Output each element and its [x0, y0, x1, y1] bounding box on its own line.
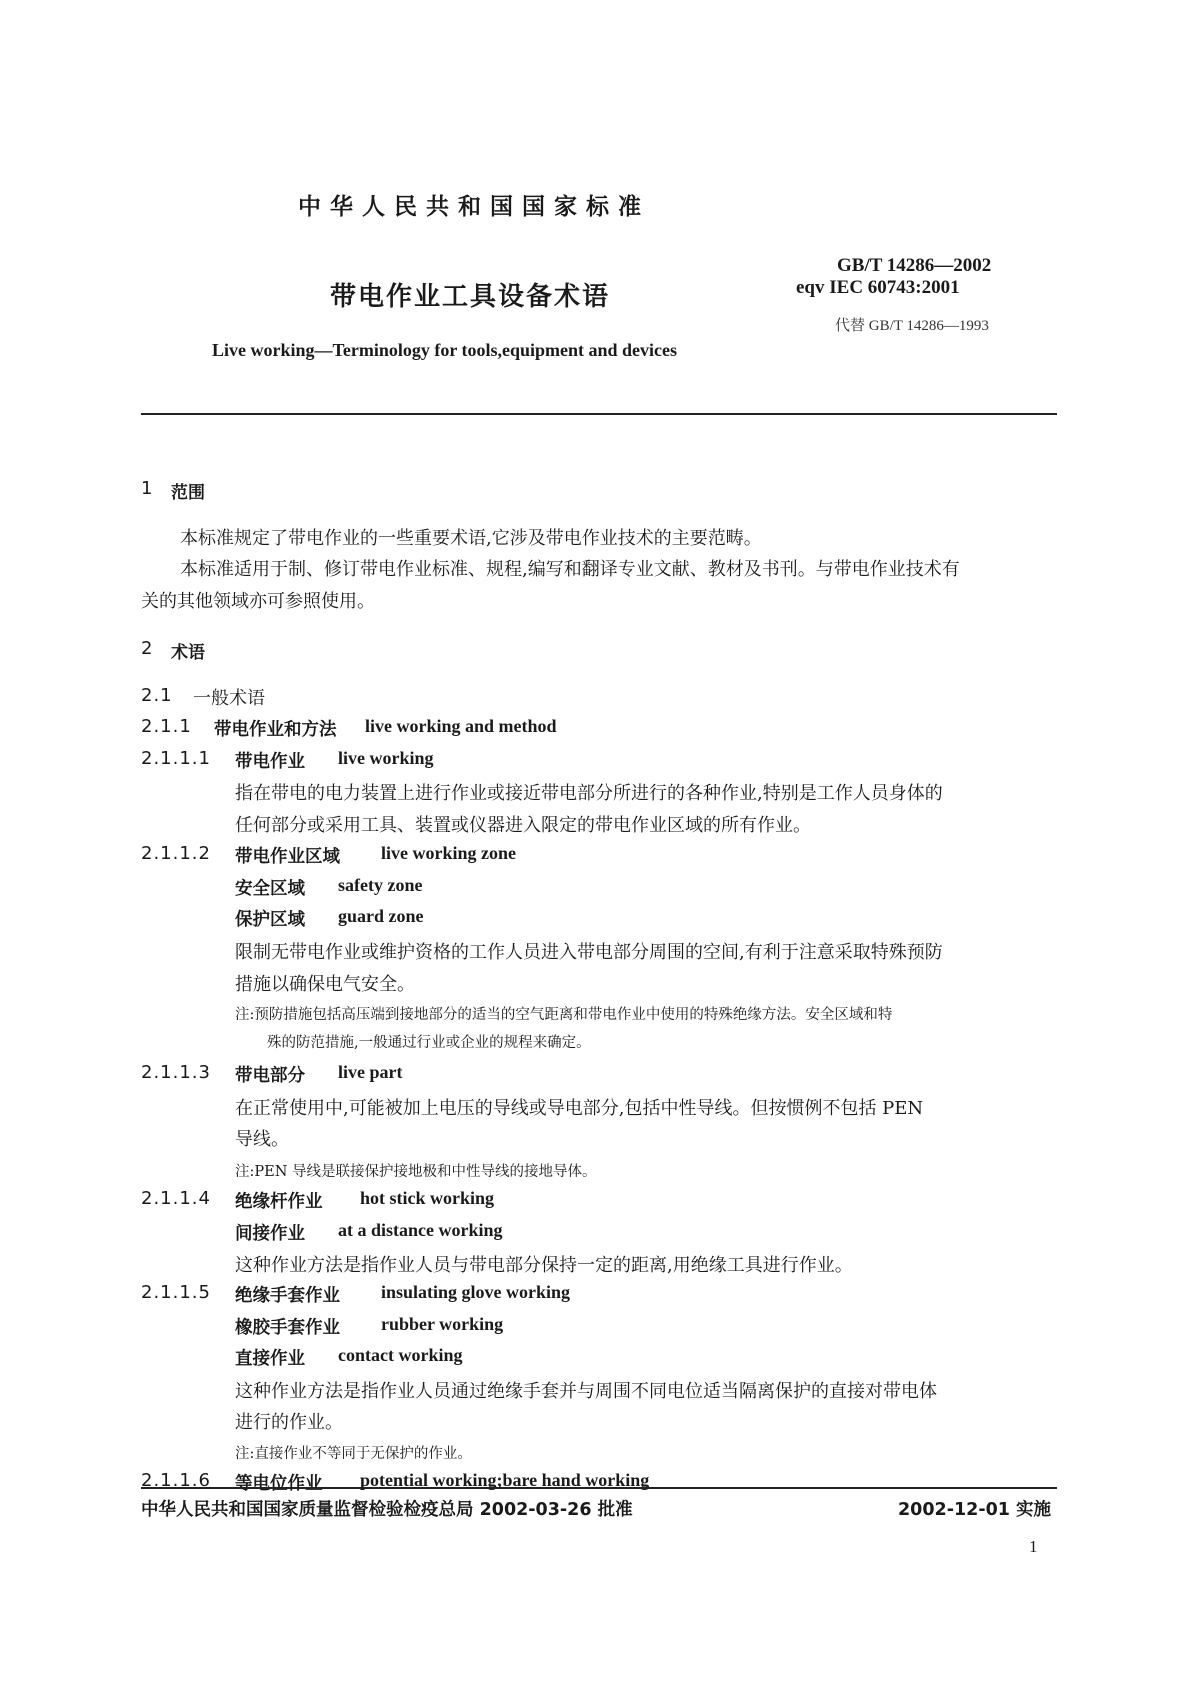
term-english: live working: [338, 748, 434, 768]
term-note: 注:预防措施包括高压端到接地部分的适当的空气距离和带电作业中使用的特殊绝缘方法。安全区域和特: [235, 1007, 893, 1023]
standard-title-chinese: 带电作业工具设备术语: [330, 282, 611, 312]
term-chinese: 带电作业区域: [235, 847, 340, 867]
term-chinese: 带电部分: [235, 1066, 305, 1086]
standard-code: GB/T 14286—2002: [837, 255, 992, 276]
term-chinese: 带电作业和方法: [214, 720, 337, 740]
term-english: potential working;bare hand working: [360, 1470, 650, 1490]
approval-statement: 中华人民共和国国家质量监督检验检疫总局 2002-03-26 批准: [141, 1500, 633, 1520]
term-chinese: 绝缘杆作业: [235, 1192, 323, 1212]
section-2-title: 术语: [171, 643, 205, 663]
clause-number: 2.1.1.5: [141, 1282, 211, 1303]
synonym-english: rubber working: [381, 1314, 504, 1334]
term-note: 注:PEN 导线是联接保护接地极和中性导线的接地导体。: [235, 1164, 597, 1180]
implementation-date: 2002-12-01 实施: [898, 1500, 1052, 1520]
term-chinese: 带电作业: [235, 752, 305, 772]
synonym-chinese: 保护区域: [235, 910, 305, 930]
section-1-number: 1: [141, 478, 154, 499]
replaced-standard: 代替 GB/T 14286—1993: [835, 318, 989, 334]
term-definition: 在正常使用中,可能被加上电压的导线或导电部分,包括中性导线。但按惯例不包括 PEN: [235, 1098, 924, 1119]
term-english: hot stick working: [360, 1188, 495, 1208]
synonym-english: guard zone: [338, 906, 424, 926]
term-definition: 这种作业方法是指作业人员通过绝缘手套并与周围不同电位适当隔离保护的直接对带电体: [235, 1381, 937, 1402]
term-definition: 指在带电的电力装置上进行作业或接近带电部分所进行的各种作业,特别是工作人员身体的: [235, 783, 943, 804]
synonym-english: at a distance working: [338, 1220, 503, 1240]
term-definition: 导线。: [235, 1129, 289, 1150]
term-definition: 进行的作业。: [235, 1412, 343, 1433]
synonym-chinese: 直接作业: [235, 1349, 305, 1369]
term-definition: 限制无带电作业或维护资格的工作人员进入带电部分周围的空间,有利于注意采取特殊预防: [235, 942, 943, 963]
clause-number: 2.1: [141, 685, 173, 706]
clause-number: 2.1.1: [141, 716, 192, 737]
footer-divider: [141, 1487, 1057, 1489]
term-note: 注:直接作业不等同于无保护的作业。: [235, 1446, 472, 1462]
synonym-chinese: 橡胶手套作业: [235, 1318, 340, 1338]
term-english: insulating glove working: [381, 1282, 571, 1302]
clause-title: 一般术语: [193, 688, 265, 709]
national-standard-title: 中华人民共和国国家标准: [298, 194, 650, 220]
synonym-chinese: 安全区域: [235, 879, 305, 899]
synonym-english: safety zone: [338, 875, 423, 895]
term-english: live working zone: [381, 843, 516, 863]
term-definition: 任何部分或采用工具、装置或仪器进入限定的带电作业区域的所有作业。: [235, 815, 811, 836]
section-1-paragraph: 本标准适用于制、修订带电作业标准、规程,编写和翻译专业文献、教材及书刊。与带电作业技术有: [180, 559, 960, 580]
clause-number: 2.1.1.3: [141, 1062, 211, 1083]
term-chinese: 绝缘手套作业: [235, 1286, 340, 1306]
header-divider: [141, 413, 1057, 415]
page-number: 1: [1029, 1537, 1038, 1556]
term-english: live working and method: [365, 716, 557, 736]
clause-number: 2.1.1.2: [141, 843, 211, 864]
synonym-english: contact working: [338, 1345, 463, 1365]
clause-number: 2.1.1.1: [141, 748, 211, 769]
term-chinese: 等电位作业: [235, 1474, 323, 1494]
synonym-chinese: 间接作业: [235, 1224, 305, 1244]
clause-number: 2.1.1.6: [141, 1470, 211, 1491]
section-1-paragraph: 关的其他领域亦可参照使用。: [141, 591, 375, 612]
section-1-paragraph: 本标准规定了带电作业的一些重要术语,它涉及带电作业技术的主要范畴。: [180, 528, 762, 549]
standard-equivalence: eqv IEC 60743:2001: [796, 277, 960, 298]
section-2-number: 2: [141, 638, 154, 659]
term-definition: 这种作业方法是指作业人员与带电部分保持一定的距离,用绝缘工具进行作业。: [235, 1255, 853, 1276]
term-definition: 措施以确保电气安全。: [235, 974, 415, 995]
standard-title-english: Live working—Terminology for tools,equipment and devices: [212, 340, 678, 360]
clause-number: 2.1.1.4: [141, 1188, 211, 1209]
section-1-title: 范围: [171, 483, 205, 503]
term-note: 殊的防范措施,一般通过行业或企业的规程来确定。: [267, 1035, 591, 1051]
term-english: live part: [338, 1062, 403, 1082]
